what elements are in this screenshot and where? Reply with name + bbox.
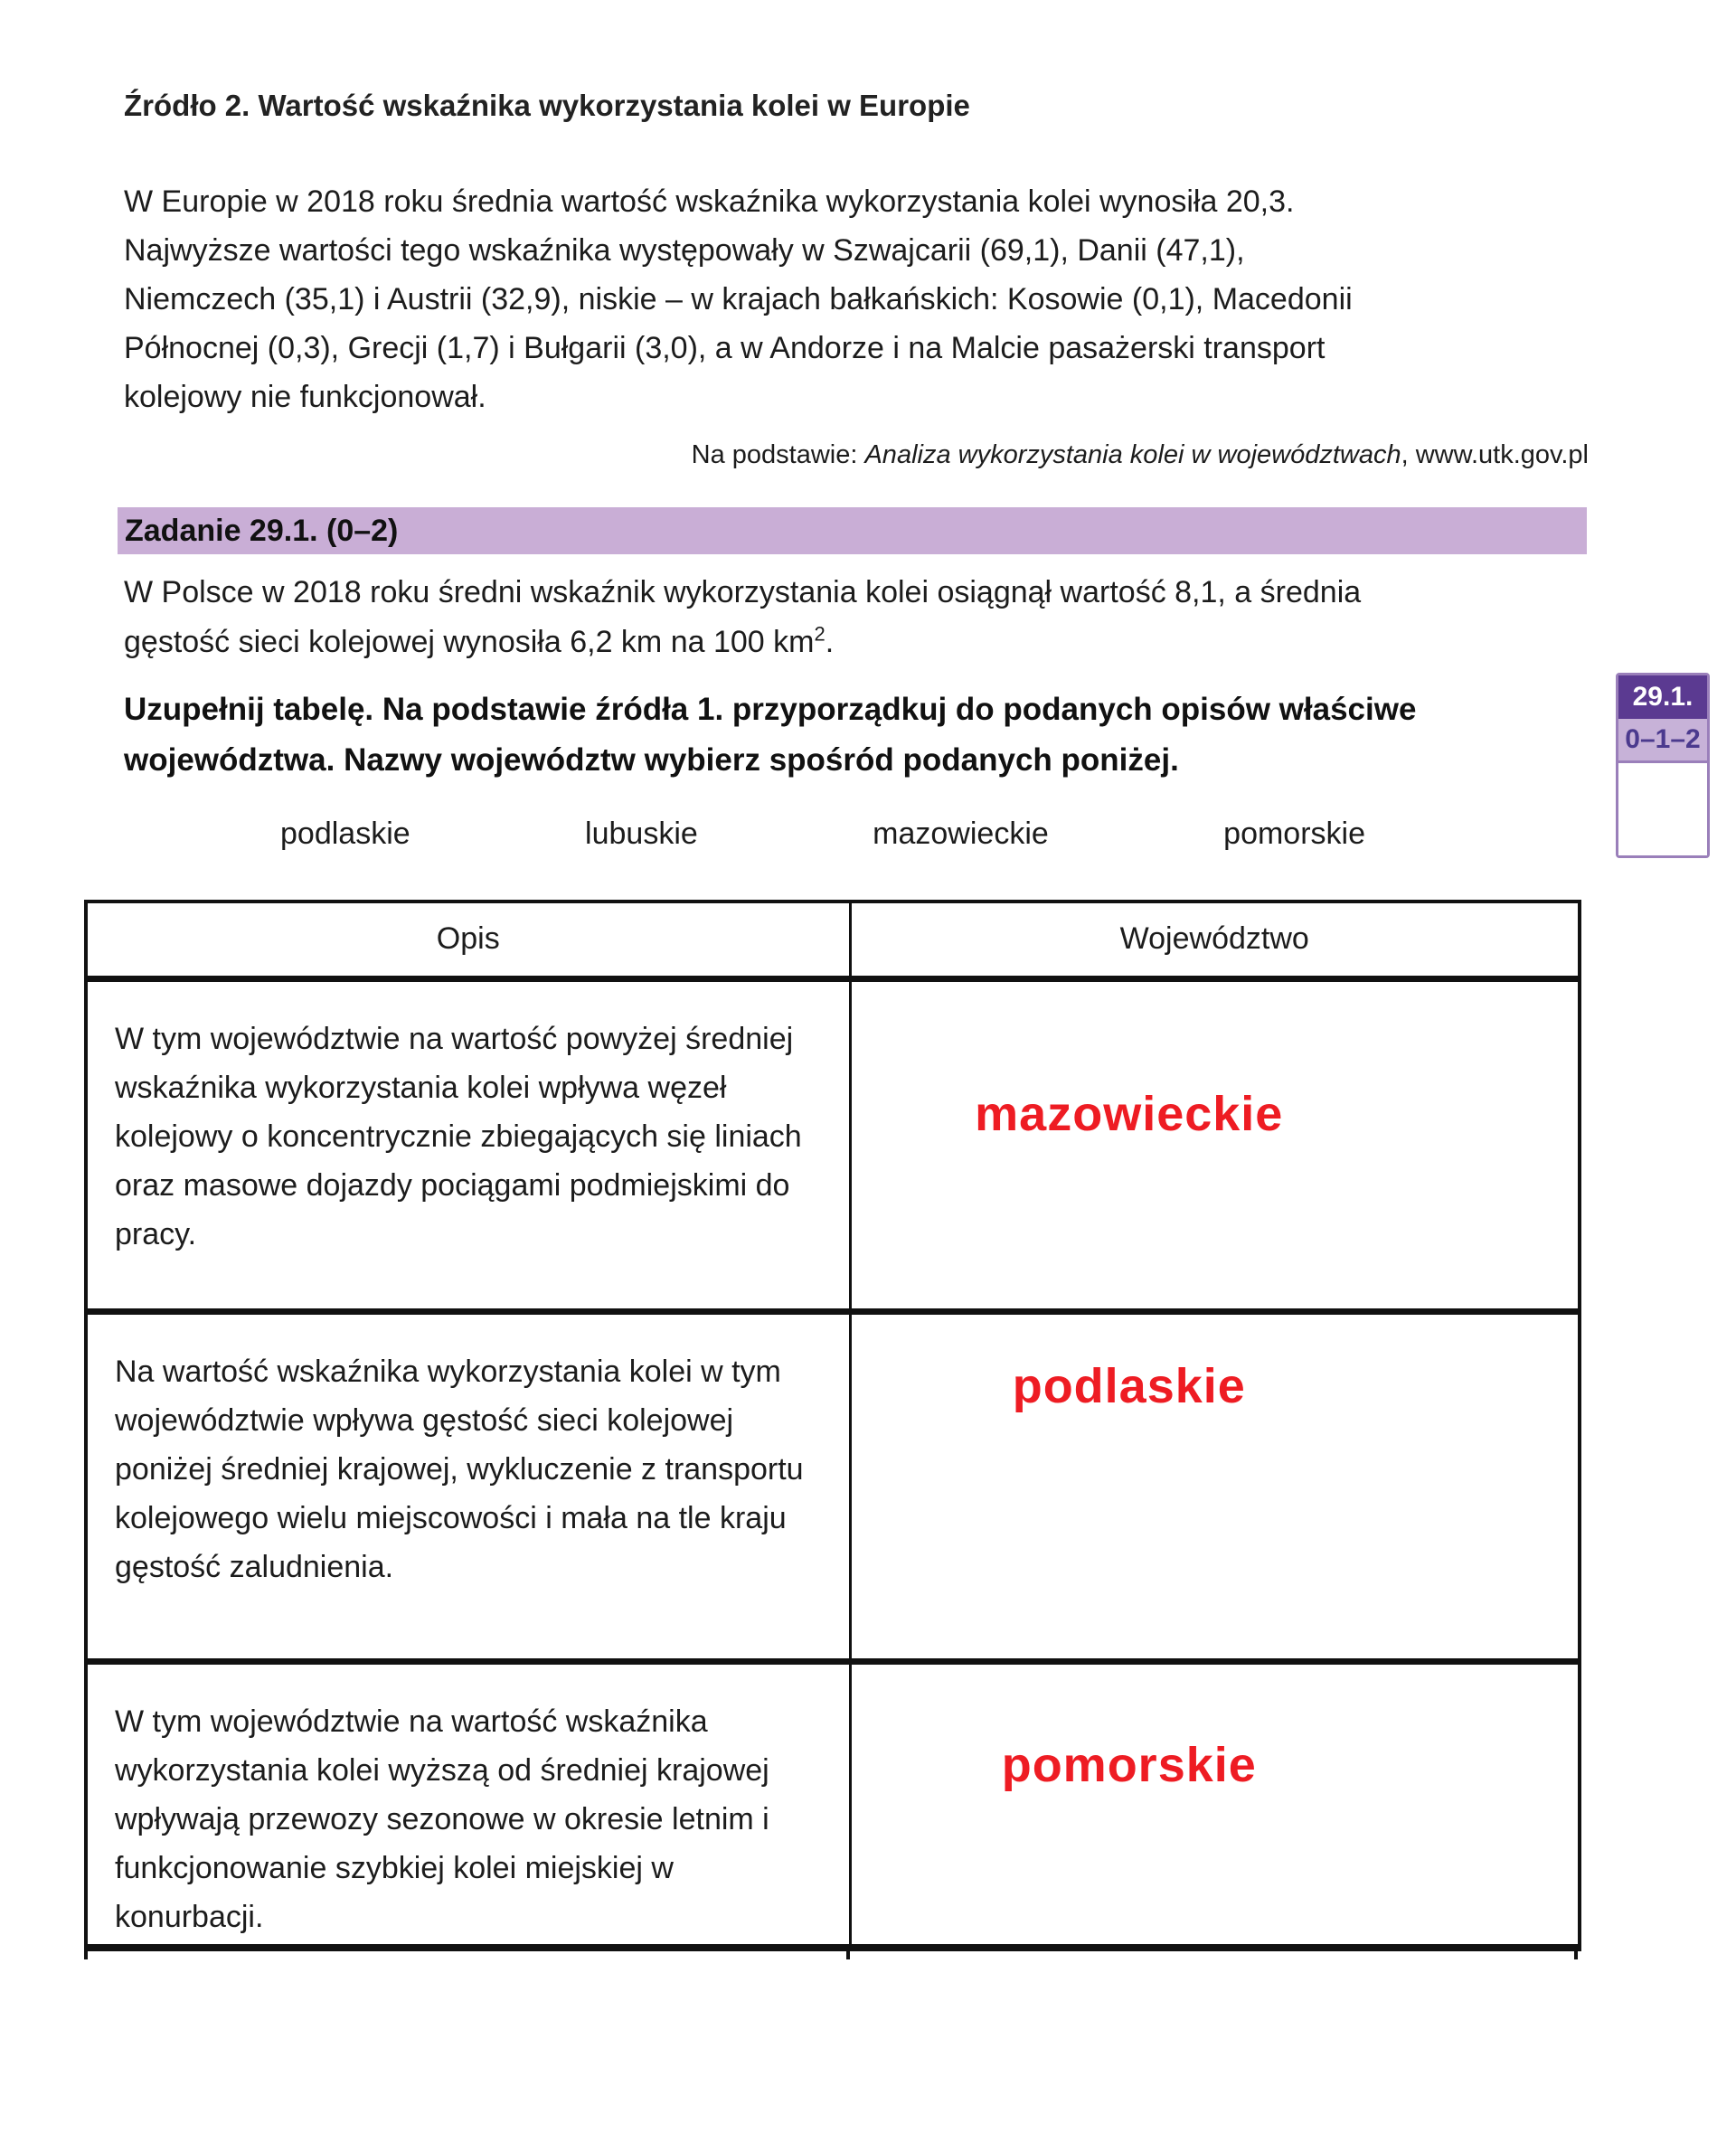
score-badge-points-scale: 0–1–2 — [1618, 719, 1707, 763]
table-header-row — [86, 902, 1580, 978]
table-cutoff-border-left — [84, 1946, 88, 1959]
source2-paragraph-line: Najwyższe wartości tego wskaźnika występowały w Szwajcarii (69,1), Danii (47,1), — [124, 233, 1245, 268]
task-header-bar — [118, 507, 1587, 554]
task-intro-line: gęstość sieci kolejowej wynosiła 6,2 km na 100 $km^2$. — [124, 622, 835, 659]
answer-cell[interactable] — [850, 1661, 1580, 1948]
score-badge-task-number: 29.1. — [1618, 675, 1707, 719]
description-cell: W tym województwie na wartość wskaźnika wykorzystania kolei wyższą od średniej krajowej wpływają przewozy sezonowe w okresie letnim i funkcjonowanie szybkiej kolei miejskiej w konurbacji. — [86, 1661, 850, 1948]
description-cell: W tym województwie na wartość powyżej średniej wskaźnika wykorzystania kolei wpływa węzeł kolejowy o koncentrycznie zbiegających się liniach oraz masowe dojazdy pociągami podmiejskimi do pracy. — [86, 978, 850, 1311]
task-instruction-line: województwa. Nazwy województw wybierz spośród podanych poniżej. — [124, 742, 1179, 778]
word-bank-option-lubuskie: lubuskie — [585, 817, 698, 851]
word-bank — [280, 817, 1365, 852]
table-cutoff-border-right — [1574, 1946, 1578, 1959]
answer-text: mazowieckie — [975, 1086, 1284, 1141]
task-header-label: Zadanie 29.1. (0–2) — [125, 513, 399, 548]
source2-paragraph-line: Niemczech (35,1) i Austrii (32,9), niskie – w krajach bałkańskich: Kosowie (0,1), Macedonii — [124, 282, 1353, 316]
answer-text: podlaskie — [1012, 1358, 1246, 1413]
table-row — [86, 1661, 1580, 1948]
score-badge-empty-box — [1618, 763, 1707, 855]
answer-text: pomorskie — [1001, 1737, 1257, 1792]
word-bank-option-podlaskie: podlaskie — [280, 817, 410, 851]
table-header-wojewodztwo: Województwo — [850, 902, 1580, 978]
table-header-opis: Opis — [86, 902, 850, 978]
task-instruction — [124, 684, 1607, 786]
task-intro-paragraph — [124, 568, 1607, 667]
superscript-2: 2 — [814, 622, 826, 646]
answer-cell[interactable] — [850, 978, 1580, 1311]
word-bank-option-mazowieckie: mazowieckie — [873, 817, 1049, 851]
attribution-prefix: Na podstawie: — [691, 440, 865, 469]
answer-cell[interactable] — [850, 1311, 1580, 1661]
description-cell: Na wartość wskaźnika wykorzystania kolei w tym województwie wpływa gęstość sieci kolejowej poniżej średniej krajowej, wykluczenie z transportu kolejowego wielu miejscowości i mała na tle kraju gęstość zaludnienia. — [86, 1311, 850, 1661]
source2-paragraph — [124, 177, 1589, 421]
attribution-title: Analiza wykorzystania kolei w województwach — [864, 440, 1401, 469]
word-bank-option-pomorskie: pomorskie — [1223, 817, 1365, 851]
table-row — [86, 978, 1580, 1311]
source-attribution — [692, 440, 1589, 470]
source2-paragraph-line: kolejowy nie funkcjonował. — [124, 380, 486, 414]
matching-table — [84, 900, 1581, 1951]
score-badge — [1616, 673, 1710, 858]
table-cutoff-border-middle — [846, 1946, 850, 1959]
source2-heading: Źródło 2. Wartość wskaźnika wykorzystania kolei w Europie — [124, 89, 970, 122]
task-instruction-line: Uzupełnij tabelę. Na podstawie źródła 1. przyporządkuj do podanych opisów właściwe — [124, 692, 1417, 727]
attribution-suffix: , www.utk.gov.pl — [1401, 440, 1589, 469]
source2-paragraph-line: Północnej (0,3), Grecji (1,7) i Bułgarii (3,0), a w Andorze i na Malcie pasażerski transport — [124, 331, 1326, 365]
source2-paragraph-line: W Europie w 2018 roku średnia wartość wskaźnika wykorzystania kolei wynosiła 20,3. — [124, 184, 1295, 219]
table-row — [86, 1311, 1580, 1661]
task-intro-line: W Polsce w 2018 roku średni wskaźnik wykorzystania kolei osiągnął wartość 8,1, a średnia — [124, 575, 1362, 609]
